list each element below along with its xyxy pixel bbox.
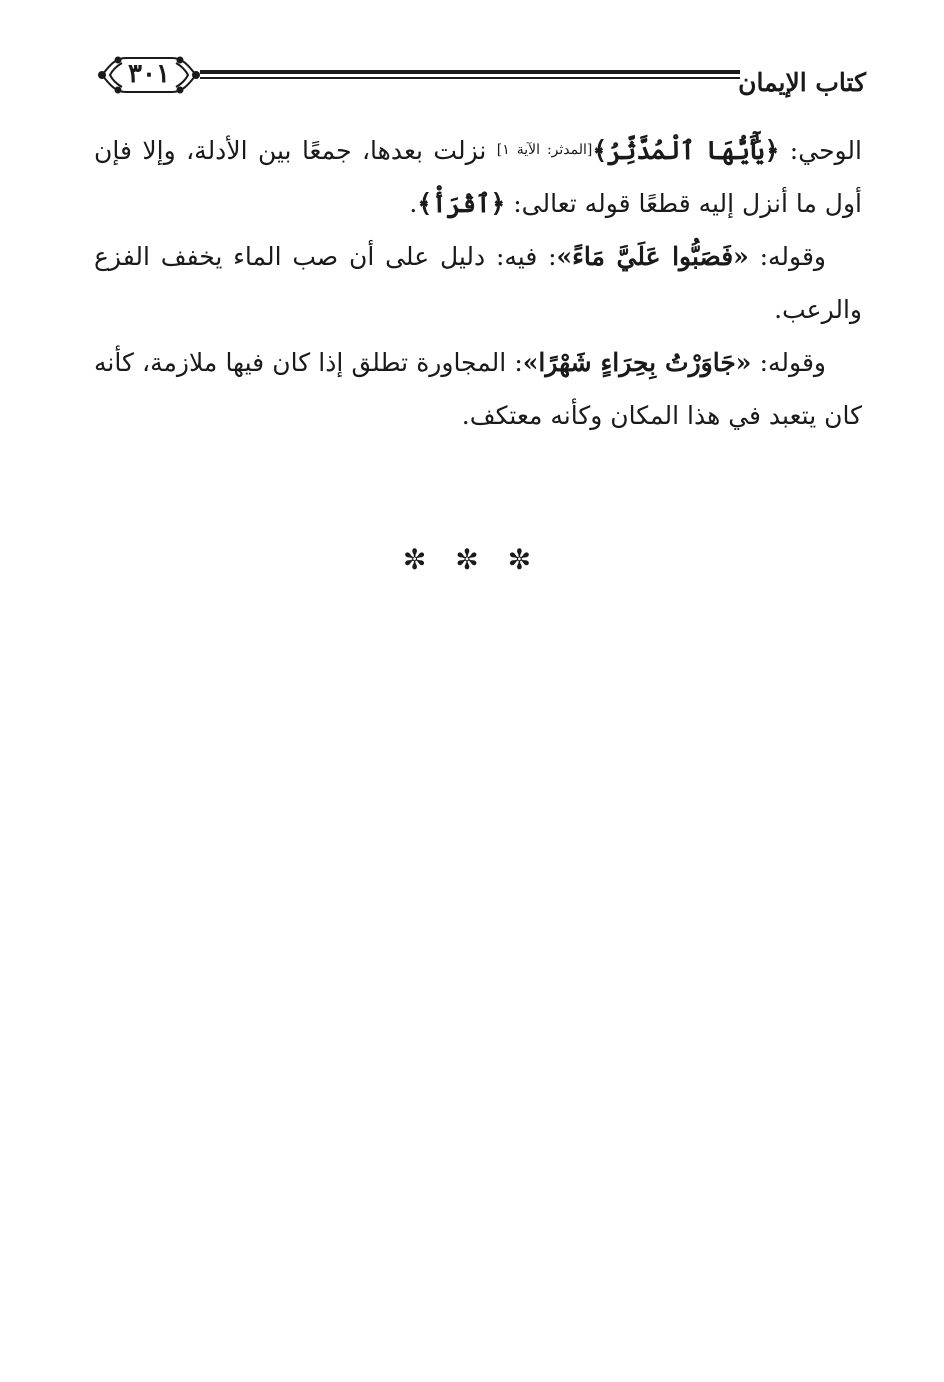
page-number-ornament bbox=[96, 50, 202, 100]
paragraph-1-text-middle: نزلت بعدها، جمعًا بين الأدلة، وإلا فإن أول ما أنزل إليه قطعًا قوله تعالى: bbox=[94, 136, 862, 218]
paragraph-3-text-end: : المجاورة تطلق إذا كان فيها ملازمة، كأنه كان يتعبد في هذا المكان وكأنه معتكف. bbox=[94, 348, 862, 430]
paragraph-2-text-end: : فيه: دليل على أن صب الماء يخفف الفزع والرعب. bbox=[94, 242, 862, 324]
paragraph-3-text-start: وقوله: bbox=[751, 348, 826, 377]
section-separator: ✼ ✼ ✼ bbox=[402, 543, 542, 576]
paragraph-2-text-start: وقوله: bbox=[748, 242, 826, 271]
paragraph-2 bbox=[94, 230, 862, 336]
page-number: ٣٠١ bbox=[128, 59, 170, 89]
page-body bbox=[94, 124, 862, 442]
header-rule-thick bbox=[200, 70, 740, 74]
page-header bbox=[96, 50, 866, 106]
hadith-quote: «جَاوَرْتُ بِحِرَاءٍ شَهْرًا» bbox=[522, 348, 752, 377]
paragraph-1 bbox=[94, 124, 862, 230]
quran-verse: ﴿يَٰٓأَيُّهَا ٱلْمُدَّثِّرُ﴾ bbox=[592, 136, 780, 165]
quran-verse-iqra: ﴿ٱقْرَأْ﴾ bbox=[417, 189, 506, 218]
paragraph-1-text-end: . bbox=[409, 189, 418, 218]
header-rule bbox=[200, 70, 740, 80]
verse-reference: [المدثر: الآية ١] bbox=[496, 142, 593, 158]
paragraph-1-text-start: الوحي: bbox=[779, 136, 862, 165]
hadith-quote: «فَصَبُّوا عَلَيَّ مَاءً» bbox=[556, 242, 749, 271]
paragraph-3 bbox=[94, 336, 862, 442]
running-title: كتاب الإيمان bbox=[738, 68, 866, 97]
header-rule-thin bbox=[200, 77, 740, 79]
